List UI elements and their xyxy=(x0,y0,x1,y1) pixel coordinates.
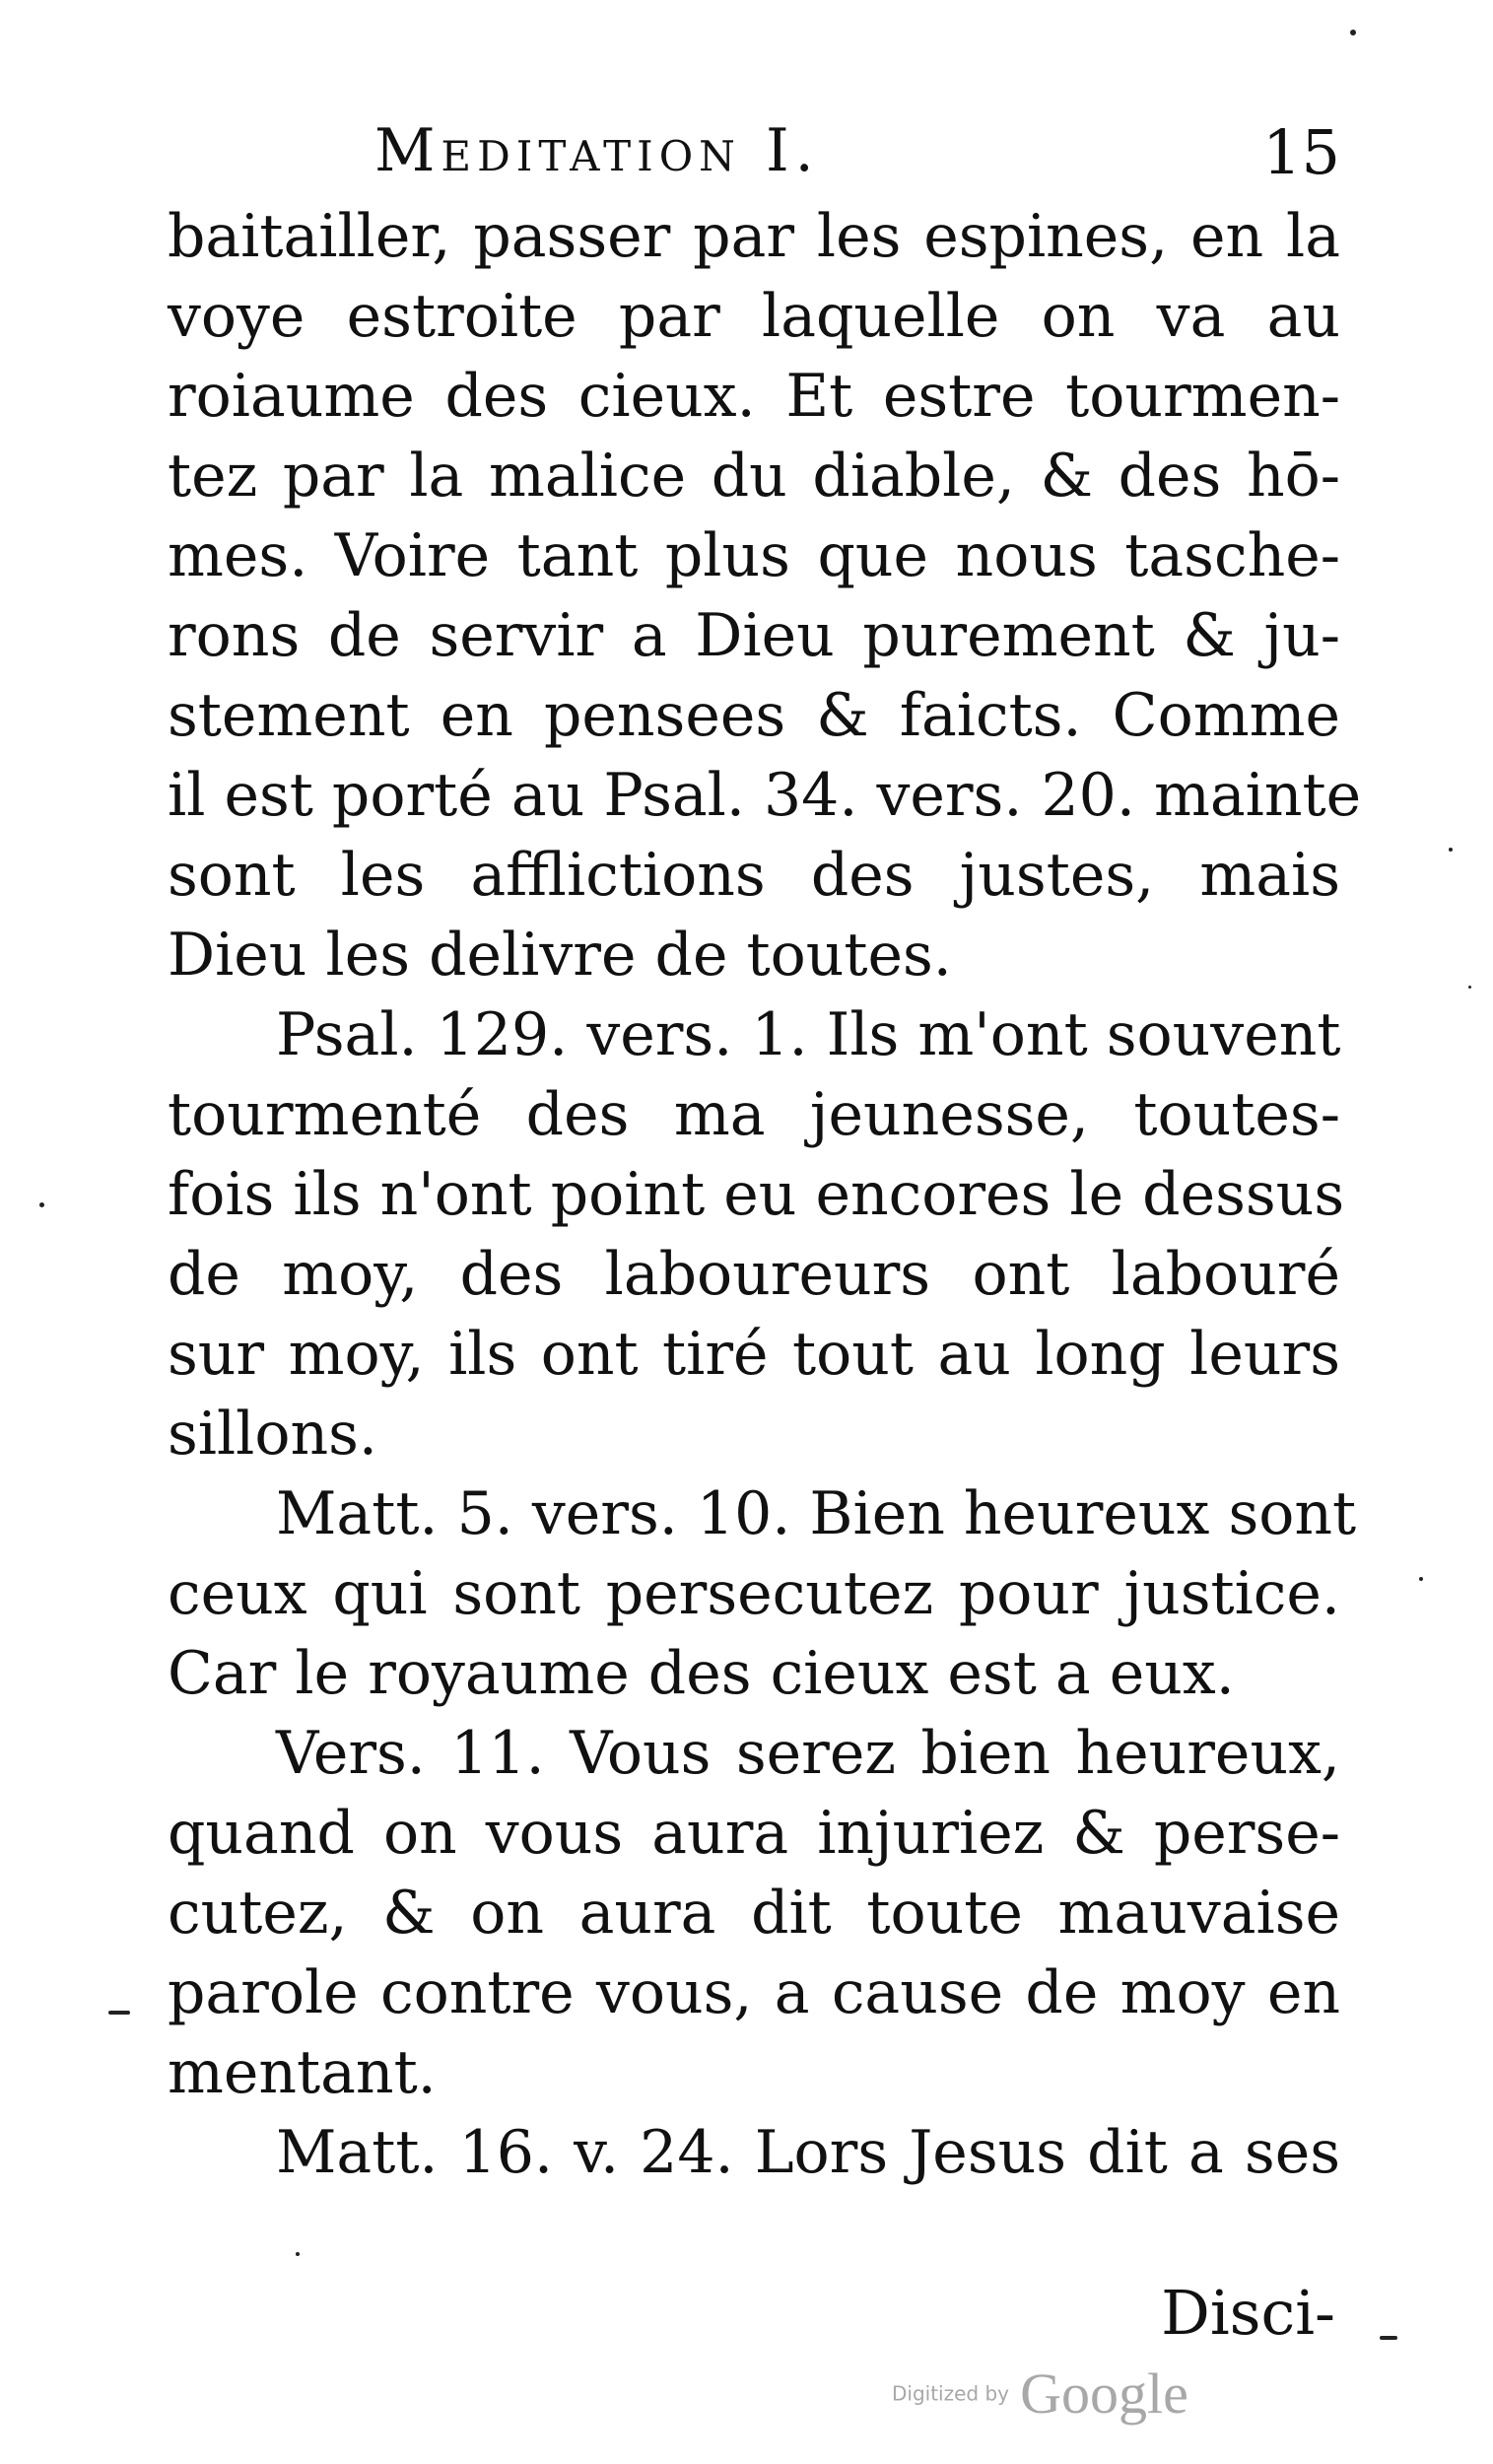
text-line: mentant. xyxy=(168,2038,437,2107)
text-line: baitailler, passer par les espines, en la xyxy=(168,202,1340,271)
scan-speck xyxy=(1468,986,1471,989)
scan-speck xyxy=(1350,30,1356,35)
digitized-watermark xyxy=(892,2361,1188,2427)
scan-speck xyxy=(296,2252,300,2256)
text-line: Vers. 11. Vous serez bien heureux, xyxy=(276,1719,1340,1788)
text-line: ceux qui sont persecutez pour justice. xyxy=(168,1559,1340,1628)
body-text xyxy=(168,197,1362,2193)
text-line: il est porté au Psal. 34. vers. 20. mainte xyxy=(168,761,1362,830)
text-line: sont les afflictions des justes, mais xyxy=(168,841,1340,910)
text-line: Dieu les delivre de toutes. xyxy=(168,921,952,990)
text-line: tez par la malice du diable, & des hō- xyxy=(168,442,1340,511)
text-line: sillons. xyxy=(168,1400,377,1469)
text-line: mes. Voire tant plus que nous tasche- xyxy=(168,521,1340,590)
watermark-logo: Google xyxy=(1020,2361,1188,2426)
text-line: Matt. 5. vers. 10. Bien heureux sont xyxy=(276,1479,1357,1548)
page-header xyxy=(374,116,1340,205)
text-line: fois ils n'ont point eu encores le dessus xyxy=(168,1160,1345,1229)
text-line: stement en pensees & faicts. Comme xyxy=(168,681,1340,750)
text-line: voye estroite par laquelle on va au xyxy=(168,282,1340,351)
text-line: parole contre vous, a cause de moy en xyxy=(168,1958,1340,2027)
scan-speck xyxy=(1419,1577,1423,1581)
text-line: cutez, & on aura dit toute mauvaise xyxy=(168,1879,1340,1948)
text-line: roiaume des cieux. Et estre tourmen- xyxy=(168,362,1340,431)
page-number: 15 xyxy=(1262,116,1340,188)
watermark-prefix: Digitized by xyxy=(892,2381,1009,2406)
text-line: Psal. 129. vers. 1. Ils m'ont souvent xyxy=(276,1000,1341,1069)
text-line: Car le royaume des cieux est a eux. xyxy=(168,1639,1235,1708)
text-line: quand on vous aura injuriez & perse- xyxy=(168,1799,1340,1868)
catchword: Disci- xyxy=(1161,2277,1335,2349)
scan-speck xyxy=(108,2011,130,2015)
text-line: de moy, des laboureurs ont labouré xyxy=(168,1240,1340,1309)
running-title: Meditation I. xyxy=(374,116,820,185)
text-line: tourmenté des ma jeunesse, toutes- xyxy=(168,1080,1340,1149)
scan-speck xyxy=(1449,848,1453,852)
scan-speck xyxy=(39,1202,44,1207)
text-line: rons de servir a Dieu purement & ju- xyxy=(168,601,1340,670)
text-line: Matt. 16. v. 24. Lors Jesus dit a ses xyxy=(276,2118,1340,2187)
scan-speck xyxy=(1380,2336,1397,2340)
text-line: sur moy, ils ont tiré tout au long leurs xyxy=(168,1320,1340,1389)
